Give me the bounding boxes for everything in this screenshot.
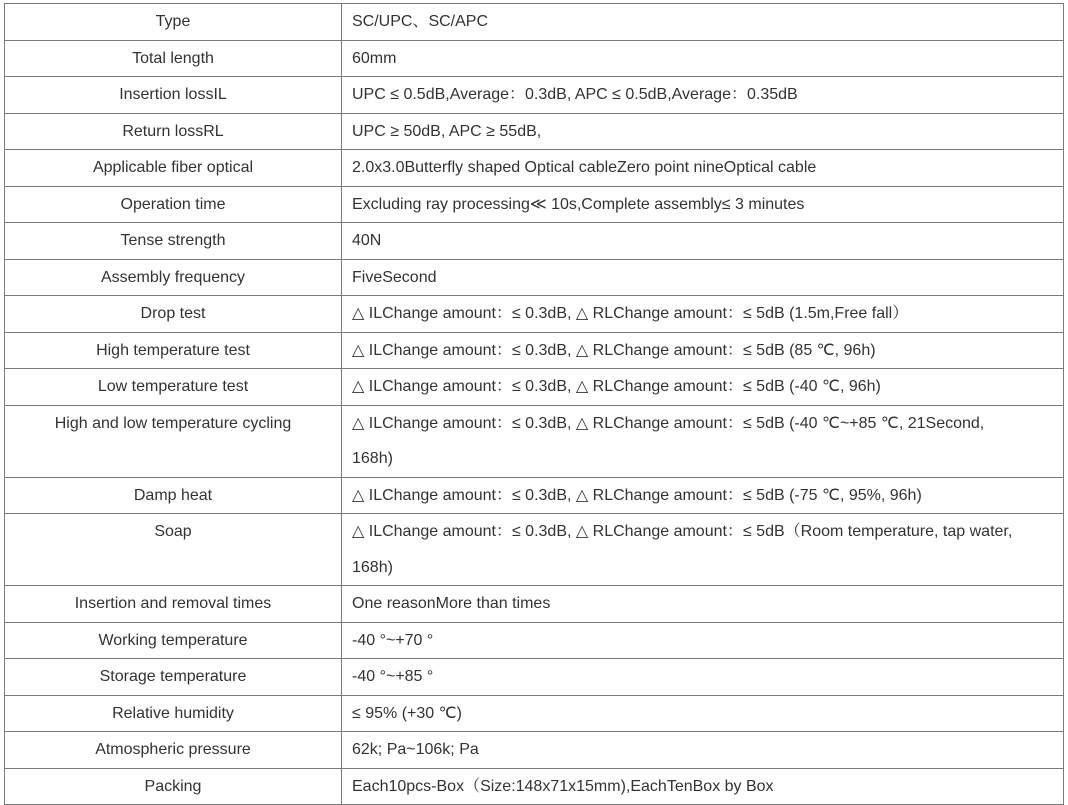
table-row: [5, 296, 1064, 333]
row-label: Tense strength: [5, 223, 342, 260]
table-row: [5, 405, 1064, 477]
row-value: 40N: [342, 223, 1064, 260]
row-label: Relative humidity: [5, 695, 342, 732]
row-value: Excluding ray processing≪ 10s,Complete assembly≤ 3 minutes: [342, 186, 1064, 223]
row-value: UPC ≤ 0.5dB,Average：0.3dB, APC ≤ 0.5dB,Average：0.35dB: [342, 77, 1064, 114]
row-label: Drop test: [5, 296, 342, 333]
row-value: FiveSecond: [342, 259, 1064, 296]
table-row: [5, 223, 1064, 260]
row-value: △ ILChange amount：≤ 0.3dB, △ RLChange amount：≤ 5dB (1.5m,Free fall）: [342, 296, 1064, 333]
table-row: [5, 586, 1064, 623]
table-row: [5, 332, 1064, 369]
table-row: [5, 514, 1064, 586]
row-label: Type: [5, 4, 342, 41]
row-value: △ ILChange amount：≤ 0.3dB, △ RLChange amount：≤ 5dB (-75 ℃, 95%, 96h): [342, 477, 1064, 514]
row-value: 62k; Pa~106k; Pa: [342, 732, 1064, 769]
row-label: Return lossRL: [5, 113, 342, 150]
table-row: [5, 732, 1064, 769]
table-row: [5, 40, 1064, 77]
row-value: △ ILChange amount：≤ 0.3dB, △ RLChange amount：≤ 5dB (85 ℃, 96h): [342, 332, 1064, 369]
table-row: [5, 695, 1064, 732]
row-label: Assembly frequency: [5, 259, 342, 296]
table-row: [5, 622, 1064, 659]
row-value: Each10pcs-Box（Size:148x71x15mm),EachTenBox by Box: [342, 768, 1064, 805]
table-row: [5, 150, 1064, 187]
row-value: ≤ 95% (+30 ℃): [342, 695, 1064, 732]
table-row: [5, 477, 1064, 514]
table-row: [5, 259, 1064, 296]
row-label: Storage temperature: [5, 659, 342, 696]
row-label: High temperature test: [5, 332, 342, 369]
row-label: Insertion lossIL: [5, 77, 342, 114]
table-row: [5, 113, 1064, 150]
row-value: 2.0x3.0Butterfly shaped Optical cableZero point nineOptical cable: [342, 150, 1064, 187]
table-row: [5, 369, 1064, 406]
row-label: Applicable fiber optical: [5, 150, 342, 187]
table-row: [5, 659, 1064, 696]
row-value: -40 °~+85 °: [342, 659, 1064, 696]
row-label: Low temperature test: [5, 369, 342, 406]
row-label: Insertion and removal times: [5, 586, 342, 623]
row-value: UPC ≥ 50dB, APC ≥ 55dB,: [342, 113, 1064, 150]
row-label: Soap: [5, 514, 342, 586]
row-label: Total length: [5, 40, 342, 77]
table-row: [5, 4, 1064, 41]
row-label: Operation time: [5, 186, 342, 223]
row-value: △ ILChange amount：≤ 0.3dB, △ RLChange amount：≤ 5dB (-40 ℃~+85 ℃, 21Second, 168h): [342, 405, 1064, 477]
row-label: Damp heat: [5, 477, 342, 514]
row-label: Working temperature: [5, 622, 342, 659]
row-value: One reasonMore than times: [342, 586, 1064, 623]
table-row: [5, 77, 1064, 114]
table-row: [5, 768, 1064, 805]
row-label: High and low temperature cycling: [5, 405, 342, 477]
table-row: [5, 186, 1064, 223]
row-label: Packing: [5, 768, 342, 805]
row-label: Atmospheric pressure: [5, 732, 342, 769]
row-value: 60mm: [342, 40, 1064, 77]
row-value: -40 °~+70 °: [342, 622, 1064, 659]
row-value: △ ILChange amount：≤ 0.3dB, △ RLChange amount：≤ 5dB (-40 ℃, 96h): [342, 369, 1064, 406]
row-value: SC/UPC、SC/APC: [342, 4, 1064, 41]
spec-table: [4, 3, 1064, 805]
row-value: △ ILChange amount：≤ 0.3dB, △ RLChange amount：≤ 5dB（Room temperature, tap water, 168h): [342, 514, 1064, 586]
